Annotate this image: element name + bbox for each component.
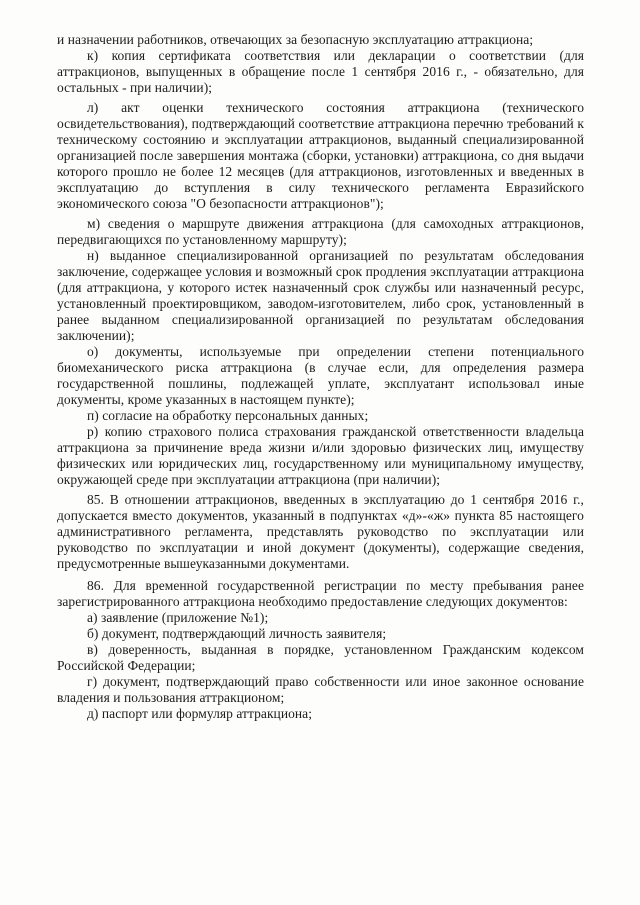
paragraph-item-n: н) выданное специализированной организацией по результатам обследования заключение, содержащее условия и возможный срок продления эксплуатации аттракциона (для аттракциона, у которого истек назначенный срок службы или назначенный ресурс, установленный проектировщиком, заводом-изготовителем, либо срок, установленный в ранее выданном специализированной организацией по результатам обследования заключении);	[57, 248, 584, 343]
paragraph-item-o: о) документы, используемые при определении степени потенциального биомеханического риска аттракциона (в случае если, для определения размера государственной пошлины, подлежащей уплате, эксплуатант использовал иные документы, кроме указанных в настоящем пункте);	[57, 344, 584, 407]
paragraph-item-p: п) согласие на обработку персональных данных;	[87, 408, 369, 423]
paragraph-clause-85: 85. В отношении аттракционов, введенных в эксплуатацию до 1 сентября 2016 г., допускается вместо документов, указанный в подпунктах «д»-«ж» пункта 85 настоящего административного регламента, представлять руководство по эксплуатации или руководство по эксплуатации и иной документ (документы), содержащие сведения, предусмотренные вышеуказанными документами.	[57, 492, 584, 571]
paragraph-item-l: л) акт оценки технического состояния аттракциона (технического освидетельствования), подтверждающий соответствие аттракциона перечню требований к техническому состоянию и эксплуатации аттракционов, выданный специализированной организацией после завершения монтажа (сборки, установки) аттракциона, со дня выдачи которого прошло не более 12 месяцев (для аттракционов, изготовленных и введенных в эксплуатацию до вступления в силу технического регламента Евразийского экономического союза "О безопасности аттракционов");	[57, 100, 584, 211]
paragraph-item-a: а) заявление (приложение №1);	[87, 610, 269, 625]
paragraph-item-r: р) копию страхового полиса страхования гражданской ответственности владельца аттракциона за причинение вреда жизни и/или здоровью физических лиц, имуществу физических или юридических лиц, государственному или муниципальному имуществу, окружающей среде при эксплуатации аттракциона (при наличии);	[57, 424, 584, 487]
paragraph-item-g: г) документ, подтверждающий право собственности или иное законное основание владения и пользования аттракционом;	[57, 674, 584, 705]
paragraph-item-d: д) паспорт или формуляр аттракциона;	[87, 706, 313, 721]
paragraph-item-m: м) сведения о маршруте движения аттракциона (для самоходных аттракционов, передвигающихся по установленному маршруту);	[57, 216, 584, 247]
paragraph-item-k: к) копия сертификата соответствия или декларации о соответствии (для аттракционов, выпущенных в обращение после 1 сентября 2016 г., - обязательно, для остальных - при наличии);	[57, 48, 584, 95]
document-body	[57, 32, 584, 722]
paragraph-item-v: в) доверенность, выданная в порядке, установленном Гражданским кодексом Российской Федерации;	[57, 642, 584, 673]
paragraph-clause-86: 86. Для временной государственной регистрации по месту пребывания ранее зарегистрированного аттракциона необходимо предоставление следующих документов:	[57, 578, 584, 609]
paragraph-item-b: б) документ, подтверждающий личность заявителя;	[87, 626, 387, 641]
paragraph-continuation: и назначении работников, отвечающих за безопасную эксплуатацию аттракциона;	[57, 32, 534, 47]
